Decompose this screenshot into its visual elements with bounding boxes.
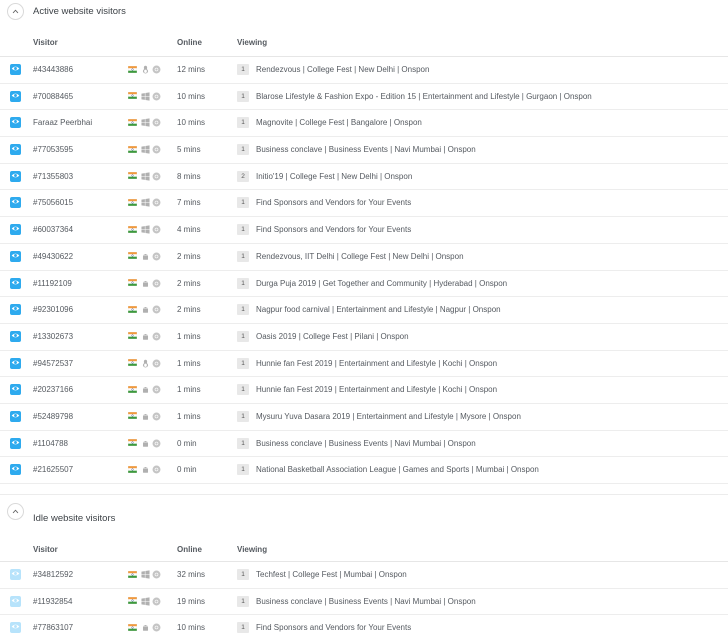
viewing-page[interactable]: Nagpur food carnival | Entertainment and Lifestyle | Nagpur | Onspon [256, 305, 501, 315]
india-flag-icon [128, 412, 137, 419]
column-visitor: Visitor [33, 38, 58, 47]
chrome-icon [152, 225, 161, 234]
android-icon [141, 305, 150, 314]
online-duration: 5 mins [177, 145, 201, 155]
eye-icon [11, 278, 20, 289]
windows-icon [141, 92, 150, 101]
column-online: Online [177, 545, 202, 554]
page-count-badge: 1 [237, 358, 249, 369]
viewing-page[interactable]: Initio'19 | College Fest | New Delhi | Onspon [256, 171, 413, 181]
view-visitor-button[interactable] [10, 304, 21, 315]
chrome-icon [152, 385, 161, 394]
visitor-row[interactable] [0, 404, 728, 431]
active-visitor-list [0, 57, 728, 484]
column-online: Online [177, 38, 202, 47]
linux-icon [141, 359, 150, 368]
view-visitor-button[interactable] [10, 64, 21, 75]
india-flag-icon [128, 466, 137, 473]
view-visitor-button[interactable] [10, 569, 21, 580]
online-duration: 8 mins [177, 171, 201, 181]
india-flag-icon [128, 119, 137, 126]
page-count-badge: 1 [237, 622, 249, 633]
android-icon [141, 279, 150, 288]
eye-icon [11, 224, 20, 235]
india-flag-icon [128, 359, 137, 366]
viewing-page[interactable]: National Basketball Association League | Games and Sports | Mumbai | Onspon [256, 465, 539, 475]
page-count-badge: 1 [237, 64, 249, 75]
viewing-page[interactable]: Hunnie fan Fest 2019 | Entertainment and Lifestyle | Kochi | Onspon [256, 385, 498, 395]
idle-column-header [0, 530, 728, 562]
chrome-icon [152, 623, 161, 632]
online-duration: 1 mins [177, 385, 201, 395]
online-duration: 32 mins [177, 570, 206, 579]
windows-icon [141, 172, 150, 181]
india-flag-icon [128, 146, 137, 153]
visitor-id[interactable]: #92301096 [33, 305, 74, 315]
viewing-page[interactable]: Hunnie fan Fest 2019 | Entertainment and Lifestyle | Kochi | Onspon [256, 358, 498, 368]
visitor-row[interactable] [0, 297, 728, 324]
page-count-badge: 1 [237, 197, 249, 208]
chrome-icon [152, 439, 161, 448]
online-duration: 4 mins [177, 225, 201, 235]
eye-icon [11, 64, 20, 75]
online-duration: 1 mins [177, 331, 201, 341]
eye-icon [11, 91, 20, 102]
windows-icon [141, 597, 150, 606]
android-icon [141, 623, 150, 632]
android-icon [141, 412, 150, 421]
viewing-page[interactable]: Business conclave | Business Events | Navi Mumbai | Onspon [256, 438, 476, 448]
viewing-page[interactable]: Rendezvous | College Fest | New Delhi | Onspon [256, 65, 430, 74]
eye-icon [11, 197, 20, 208]
visitor-row[interactable] [0, 351, 728, 378]
visitor-row[interactable] [0, 57, 728, 84]
active-column-header [0, 24, 728, 57]
active-section-title: Active website visitors [33, 6, 126, 17]
india-flag-icon [128, 279, 137, 286]
idle-section-header [0, 495, 728, 530]
page-count-badge: 1 [237, 278, 249, 289]
chrome-icon [152, 92, 161, 101]
page-count-badge: 1 [237, 144, 249, 155]
viewing-page[interactable]: Find Sponsors and Vendors for Your Events [256, 198, 412, 208]
chrome-icon [152, 359, 161, 368]
viewing-page[interactable]: Magnovite | College Fest | Bangalore | Onspon [256, 118, 422, 128]
viewing-page[interactable]: Mysuru Yuva Dasara 2019 | Entertainment and Lifestyle | Mysore | Onspon [256, 411, 521, 421]
eye-icon [11, 411, 20, 422]
visitor-id[interactable]: #21625507 [33, 465, 74, 475]
viewing-page[interactable]: Find Sponsors and Vendors for Your Events [256, 623, 412, 633]
view-visitor-button[interactable] [10, 144, 21, 155]
eye-icon [11, 358, 20, 369]
column-viewing: Viewing [237, 545, 268, 554]
visitor-id[interactable]: Faraaz Peerbhai [33, 118, 93, 128]
idle-visitors-section [0, 494, 728, 638]
online-duration: 19 mins [177, 596, 206, 606]
view-visitor-button[interactable] [10, 331, 21, 342]
windows-icon [141, 198, 150, 207]
page-count-badge: 1 [237, 224, 249, 235]
visitor-row[interactable] [0, 244, 728, 271]
chrome-icon [152, 570, 161, 579]
view-visitor-button[interactable] [10, 596, 21, 607]
visitor-id[interactable]: #94572537 [33, 358, 74, 368]
visitor-row[interactable] [0, 217, 728, 244]
android-icon [141, 465, 150, 474]
online-duration: 1 mins [177, 358, 201, 368]
india-flag-icon [128, 386, 137, 393]
column-viewing: Viewing [237, 38, 268, 47]
page-count-badge: 1 [237, 331, 249, 342]
page-count-badge: 2 [237, 171, 249, 182]
windows-icon [141, 225, 150, 234]
column-visitor: Visitor [33, 545, 58, 554]
india-flag-icon [128, 226, 137, 233]
visitor-id[interactable]: #71355803 [33, 171, 74, 181]
visitor-id[interactable]: #20237166 [33, 385, 74, 395]
online-duration: 12 mins [177, 65, 206, 74]
android-icon [141, 332, 150, 341]
visitor-id[interactable]: #75056015 [33, 198, 74, 208]
visitor-id[interactable]: #77053595 [33, 145, 74, 155]
visitor-id[interactable]: #34812592 [33, 570, 74, 579]
collapse-active-button[interactable] [7, 3, 24, 20]
chrome-icon [152, 252, 161, 261]
view-visitor-button[interactable] [10, 384, 21, 395]
view-visitor-button[interactable] [10, 438, 21, 449]
india-flag-icon [128, 252, 137, 259]
visitor-id[interactable]: #43443886 [33, 65, 74, 74]
visitor-id[interactable]: #13302673 [33, 331, 74, 341]
visitor-row[interactable] [0, 84, 728, 111]
chrome-icon [152, 465, 161, 474]
view-visitor-button[interactable] [10, 91, 21, 102]
visitor-id[interactable]: #77863107 [33, 623, 74, 633]
visitor-row[interactable] [0, 190, 728, 217]
view-visitor-button[interactable] [10, 358, 21, 369]
idle-section-title: Idle website visitors [33, 513, 116, 524]
chrome-icon [152, 65, 161, 74]
chrome-icon [152, 172, 161, 181]
visitor-row[interactable] [0, 615, 728, 638]
view-visitor-button[interactable] [10, 197, 21, 208]
windows-icon [141, 145, 150, 154]
india-flag-icon [128, 66, 137, 73]
viewing-page[interactable]: Blarose Lifestyle & Fashion Expo - Edition 15 | Entertainment and Lifestyle | Gurgaon | Onspon [256, 91, 592, 101]
eye-icon [11, 438, 20, 449]
page-count-badge: 1 [237, 384, 249, 395]
online-duration: 0 min [177, 465, 197, 475]
online-duration: 10 mins [177, 91, 206, 101]
online-duration: 0 min [177, 438, 197, 448]
chrome-icon [152, 198, 161, 207]
visitor-row[interactable] [0, 589, 728, 616]
view-visitor-button[interactable] [10, 117, 21, 128]
india-flag-icon [128, 332, 137, 339]
chrome-icon [152, 118, 161, 127]
collapse-idle-button[interactable] [7, 503, 24, 520]
online-duration: 1 mins [177, 411, 201, 421]
eye-icon [11, 117, 20, 128]
chevron-up-icon [12, 8, 19, 15]
page-count-badge: 1 [237, 251, 249, 262]
eye-icon [11, 331, 20, 342]
eye-icon [11, 464, 20, 475]
viewing-page[interactable]: Oasis 2019 | College Fest | Pilani | Onspon [256, 331, 409, 341]
view-visitor-button[interactable] [10, 224, 21, 235]
visitor-id[interactable]: #70088465 [33, 91, 74, 101]
android-icon [141, 385, 150, 394]
online-duration: 2 mins [177, 251, 201, 261]
visitor-row[interactable] [0, 164, 728, 191]
chevron-up-icon [12, 508, 19, 515]
windows-icon [141, 118, 150, 127]
online-duration: 2 mins [177, 278, 201, 288]
view-visitor-button[interactable] [10, 278, 21, 289]
visitor-row[interactable] [0, 271, 728, 298]
eye-icon [11, 596, 20, 607]
viewing-page[interactable]: Techfest | College Fest | Mumbai | Onspon [256, 570, 407, 579]
visitor-row[interactable] [0, 137, 728, 164]
page-count-badge: 1 [237, 596, 249, 607]
chrome-icon [152, 305, 161, 314]
view-visitor-button[interactable] [10, 411, 21, 422]
linux-icon [141, 65, 150, 74]
visitor-row[interactable] [0, 324, 728, 351]
chrome-icon [152, 332, 161, 341]
android-icon [141, 439, 150, 448]
eye-icon [11, 171, 20, 182]
india-flag-icon [128, 571, 137, 578]
chrome-icon [152, 412, 161, 421]
chrome-icon [152, 279, 161, 288]
visitor-id[interactable]: #49430622 [33, 251, 74, 261]
india-flag-icon [128, 306, 137, 313]
eye-icon [11, 304, 20, 315]
eye-icon [11, 622, 20, 633]
india-flag-icon [128, 597, 137, 604]
page-count-badge: 1 [237, 91, 249, 102]
visitor-row[interactable] [0, 377, 728, 404]
viewing-page[interactable]: Durga Puja 2019 | Get Together and Community | Hyderabad | Onspon [256, 278, 508, 288]
page-count-badge: 1 [237, 464, 249, 475]
visitor-row[interactable] [0, 562, 728, 589]
chrome-icon [152, 145, 161, 154]
visitor-id[interactable]: #52489798 [33, 411, 74, 421]
eye-icon [11, 384, 20, 395]
india-flag-icon [128, 199, 137, 206]
visitor-id[interactable]: #11932854 [33, 596, 73, 606]
viewing-page[interactable]: Business conclave | Business Events | Navi Mumbai | Onspon [256, 596, 476, 606]
view-visitor-button[interactable] [10, 251, 21, 262]
chrome-icon [152, 597, 161, 606]
visitor-id[interactable]: #1104788 [33, 438, 68, 448]
eye-icon [11, 144, 20, 155]
view-visitor-button[interactable] [10, 171, 21, 182]
visitor-row[interactable] [0, 110, 728, 137]
online-duration: 7 mins [177, 198, 201, 208]
visitor-row[interactable] [0, 431, 728, 458]
page-count-badge: 1 [237, 411, 249, 422]
page-count-badge: 1 [237, 304, 249, 315]
page-count-badge: 1 [237, 569, 249, 580]
viewing-page[interactable]: Rendezvous, IIT Delhi | College Fest | New Delhi | Onspon [256, 251, 464, 261]
online-duration: 10 mins [177, 623, 206, 633]
page-count-badge: 1 [237, 438, 249, 449]
view-visitor-button[interactable] [10, 464, 21, 475]
india-flag-icon [128, 172, 137, 179]
india-flag-icon [128, 439, 137, 446]
active-section-header [0, 0, 728, 24]
india-flag-icon [128, 92, 137, 99]
india-flag-icon [128, 624, 137, 631]
online-duration: 2 mins [177, 305, 201, 315]
online-duration: 10 mins [177, 118, 206, 128]
eye-icon [11, 251, 20, 262]
view-visitor-button[interactable] [10, 622, 21, 633]
viewing-page[interactable]: Business conclave | Business Events | Navi Mumbai | Onspon [256, 145, 476, 155]
windows-icon [141, 570, 150, 579]
visitor-row[interactable] [0, 457, 728, 484]
idle-visitor-list [0, 562, 728, 638]
page-count-badge: 1 [237, 117, 249, 128]
viewing-page[interactable]: Find Sponsors and Vendors for Your Events [256, 225, 412, 235]
visitor-id[interactable]: #60037364 [33, 225, 74, 235]
visitor-id[interactable]: #11192109 [33, 278, 72, 288]
eye-icon [11, 569, 20, 580]
android-icon [141, 252, 150, 261]
